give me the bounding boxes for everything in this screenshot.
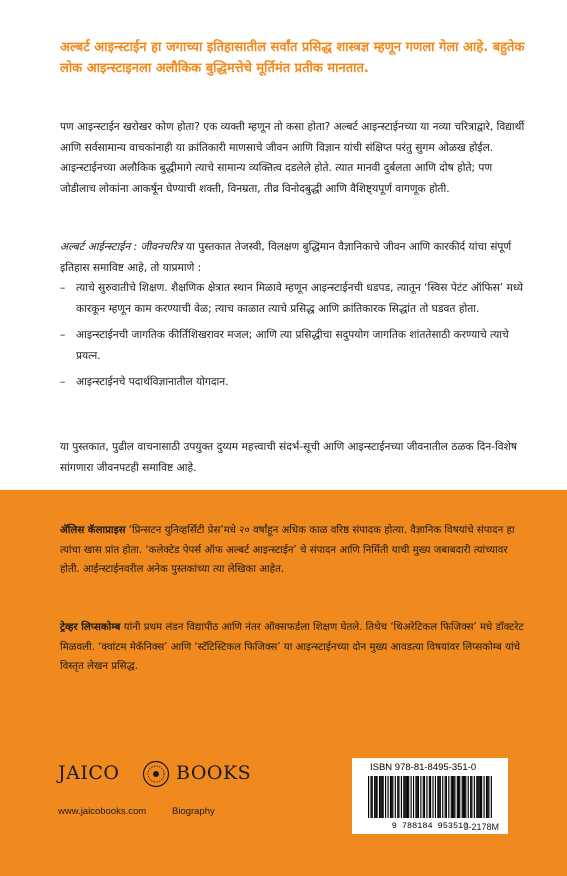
barcode-bar [403,776,404,818]
barcode-bar [370,776,371,818]
barcode-bar [401,776,402,818]
barcode-digits: 9 788184 953510 [391,821,469,830]
barcode-bar [375,776,376,818]
barcode-bar [387,776,388,818]
barcode-bar [418,776,419,818]
paragraph-2-text: या पुस्तकात तेजस्वी, विलक्षण बुद्धिमान वैज्ञानिकाचे जीवन आणि कारकीर्द यांचा संपूर्ण इतिहास समाविष्ट आहे, तो याप्रमाणे : [60,241,512,274]
barcode-bar [442,776,443,818]
barcode-bar [413,776,414,818]
barcode-bar [417,776,418,818]
barcode-bar [429,776,430,818]
list-item-text: आइन्स्टाईनचे पदार्थविज्ञानातील योगदान. [76,376,229,388]
barcode-bar [477,776,478,818]
barcode-bar [408,776,409,818]
barcode-bar [423,776,424,818]
barcode-bar [377,776,378,818]
barcode-bar [481,776,482,818]
author-bio-text: ‘प्रिन्सटन युनिव्हर्सिटी प्रेस’मधे २० वर्षांहून अधिक काळ वरिष्ठ संपादक होत्या. वैज्ञानिक विषयांचे संपादन हा त्यांचा खास प्रांत होता. ‘कलेक्टेड पेपर्स ऑफ अल्बर्ट आइन्स्टाईन’ चे संपादन आणि निर्मिती याची मुख्य जबाबदारी त्यांच्यावर होती. आईन्स्टाईनवरील अनेक पुस्तकांच्या त्या लेखिका आहेत. [60,525,515,575]
list-item [60,278,530,319]
barcode-bar [432,776,433,818]
author-bio-text: यांनी प्रथम लंडन विद्यापीठ आणि नंतर ऑक्सफर्डला शिक्षण घेतले. तिथेच ‘थिअरेटिकल फिजिक्स’ मधे डॉक्टरेट मिळवली. ‘क्वांटम मेकॅनिक्स’ आणि ‘स्टॅटिस्टिकल फिजिक्स’ या आइन्स्टाईनच्या दोन मुख्य आवडत्या विषयांवर लिप्सकोम्ब यांचे विस्तृत लेखन प्रसिद्ध. [60,622,524,672]
barcode-bar [440,776,441,818]
barcode-bar [385,776,386,818]
barcode-bar [483,776,484,818]
barcode-bar [395,776,396,818]
barcode-bar [486,776,487,818]
barcode-bar [391,776,392,818]
list-item-text: आइन्स्टाईनची जागतिक कीर्तिशिखरावर मजल; आणि त्या प्रसिद्धीचा सदुपयोग जागतिक शांततेसाठी करण्याचे त्याचे प्रयत्न. [76,329,509,362]
author-name: ट्रेव्हर लिप्सकोम्ब [60,622,121,633]
description-paragraph-3: या पुस्तकात, पुढील वाचनासाठी उपयुक्त दुय्यम महत्त्वाची संदर्भ-सूची आणि आइन्स्टाईनच्या जीवनातील ठळक दिन-विशेष सांगणारा जीवनपटही समाविष्ट आहे. [60,441,517,474]
author-bio-lipscombe [60,618,530,677]
logo-word-books: BOOKS [176,762,252,784]
barcode-bar [424,776,425,818]
barcode-bar [446,776,447,818]
description-paragraph-1: पण आइन्स्टाईन खरोखर कोण होता? एक व्यक्ती म्हणून तो कसा होता? अल्बर्ट आइन्स्टाईनच्या या नव्या चरित्राद्वारे, विद्यार्थी आणि सर्वसामान्य वाचकांनाही या क्रांतिकारी माणसाचे जीवन आणि विज्ञान यांची संक्षिप्त परंतु सुगम ओळख होईल. आइन्स्टाईनच्या अलौकिक बुद्धीमागे त्याचे सामान्य व्यक्तित्व दडलेले होते. त्यात मानवी दुर्बलता आणि दोष होते; पण जोडीलाच लोकांना आकर्षून घेण्याची शक्ती, विनम्रता, तीव्र विनोदबुद्धी आणि वैशिष्ट्यपूर्ण वागणूक होती. [60,121,525,195]
barcode-bar [480,776,481,818]
isbn-number: ISBN 978-81-8495-351-0 [370,762,477,773]
publisher-logo [58,760,288,796]
barcode-bar [487,776,488,818]
barcode-bar [380,776,381,818]
barcode-bar [476,776,477,818]
product-code: J-2178M [464,822,500,832]
barcode-bar [368,776,369,818]
barcode-bar [379,776,380,818]
barcode-bar [404,776,405,818]
description-paragraph-2 [60,237,525,278]
barcode-bar [392,776,393,818]
barcode-bar [458,776,459,818]
author-name: ॲलिस कॅलाप्राइस [60,525,126,536]
barcode-bar [415,776,416,818]
contents-bullet-list [60,278,530,399]
barcode-bar [457,776,458,818]
book-title-italic: अल्बर्ट आईन्स्टाईन : जीवनचरित्र [60,241,183,253]
barcode-bar [468,776,469,818]
barcode-bar [398,776,399,818]
bullet-dash: – [60,329,66,341]
barcode-bar [491,776,492,818]
barcode-bar [452,776,453,818]
barcode-bar [407,776,408,818]
publisher-website: www.jaicobooks.com [58,806,147,817]
barcode-bar [390,776,391,818]
book-category: Biography [172,806,215,817]
bullet-dash: – [60,282,66,294]
barcode-bar [411,776,412,818]
jaico-emblem-icon [142,760,170,788]
barcode-bar [464,776,465,818]
barcode-bar [470,776,471,818]
barcode-bar [435,776,436,818]
logo-word-jaico: JAICO [58,762,120,784]
barcode-bar [488,776,489,818]
bullet-dash: – [60,376,66,388]
barcode-bar [453,776,454,818]
barcode-bar [426,776,427,818]
intro-highlight-text: अल्बर्ट आइन्स्टाईन हा जगाच्या इतिहासातील सर्वांत प्रसिद्ध शास्त्रज्ञ म्हणून गणला गेला आहे. बहुतेक लोक आइन्स्टाइनला अलौकिक बुद्धिमत्तेचे मूर्तिमंत प्रतीक मानतात. [60,40,525,76]
list-item-text: त्याचे सुरुवातीचे शिक्षण. शैक्षणिक क्षेत्रात स्थान मिळावे म्हणून आइन्स्टाईनची धडपड, त्यातून ‘स्विस पेटंट ऑफिस’ मध्ये कारकून म्हणून काम करण्याची वेळ; त्याच काळात त्याचे प्रसिद्ध आणि क्रांतिकारक सिद्धांत तो घडवत होता. [76,282,523,315]
barcode-bar [463,776,464,818]
barcode-bar [372,776,373,818]
barcode-bar [430,776,431,818]
barcode-bar [479,776,480,818]
barcode-bar [462,776,463,818]
barcode-bar [397,776,398,818]
barcode-bar [406,776,407,818]
list-item [60,325,530,366]
barcode-bar [420,776,421,818]
barcode-bar [471,776,472,818]
barcode-bar [437,776,438,818]
list-item [60,372,530,393]
barcode-bar [448,776,449,818]
barcode-bar [474,776,475,818]
barcode-bar [439,776,440,818]
barcode-bar [383,776,384,818]
barcode-bar [374,776,375,818]
barcode-bar [454,776,455,818]
barcode-bar [451,776,452,818]
barcode-bar [445,776,446,818]
author-bio-calaprice [60,521,530,580]
barcode-bar [465,776,466,818]
barcode-bar [381,776,382,818]
barcode-bar [459,776,460,818]
